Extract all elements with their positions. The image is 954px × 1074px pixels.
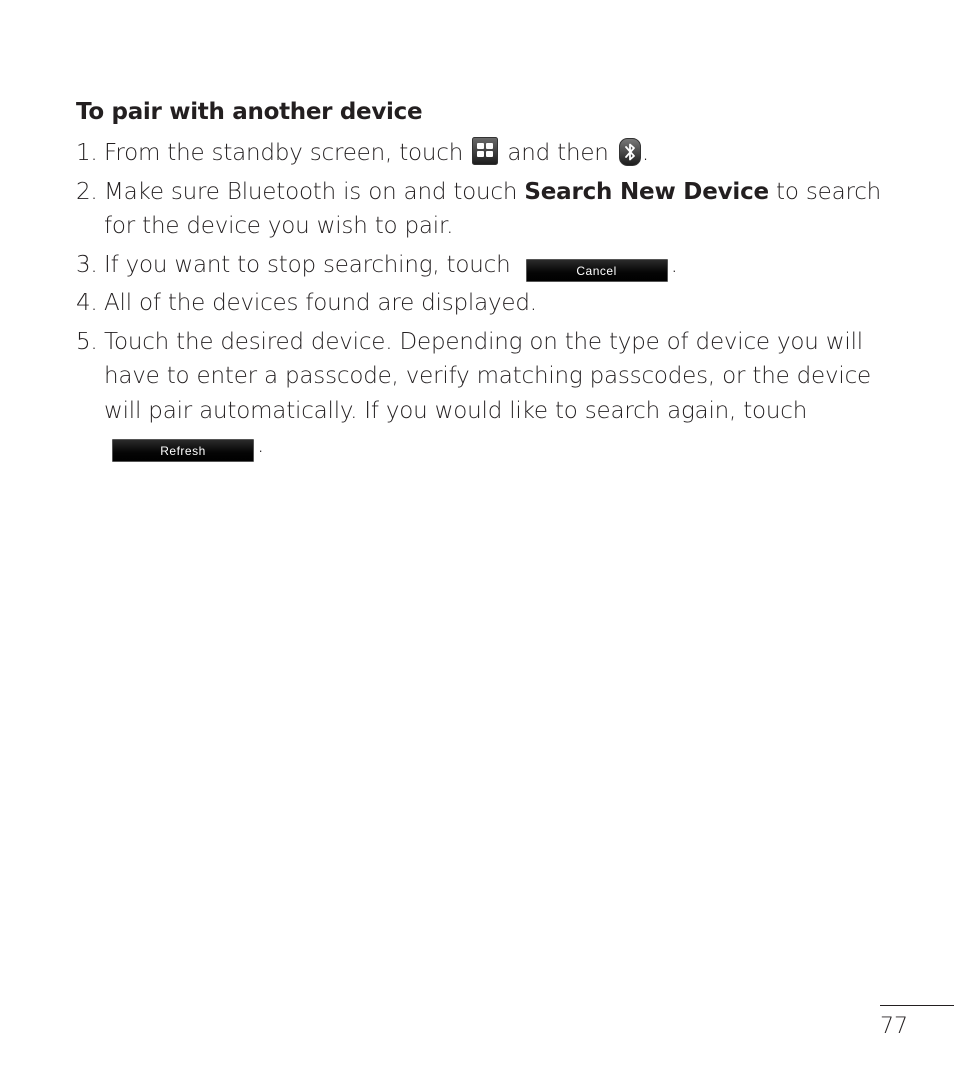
- step-text: .: [670, 251, 678, 278]
- bluetooth-icon: [619, 138, 641, 166]
- step-number: 3.: [76, 251, 98, 278]
- cancel-button[interactable]: Cancel: [526, 259, 668, 282]
- step-5: [76, 325, 906, 463]
- step-text: Touch the desired device. Depending on the type of device you will have to enter a passcode, verify matching passcodes, or the device will pair automatically. If you would like to search again, touch: [104, 328, 871, 424]
- step-text: From the standby screen, touch: [104, 140, 464, 166]
- step-text: If you want to stop searching, touch: [104, 251, 511, 278]
- step-2: [76, 175, 906, 244]
- step-text: .: [257, 432, 265, 458]
- page-number-rule: [880, 1005, 954, 1006]
- step-number: 5.: [76, 328, 98, 355]
- step-text: and then: [507, 140, 609, 166]
- step-number: 2.: [76, 178, 98, 205]
- apps-grid-icon: [472, 137, 498, 165]
- step-1: [76, 136, 906, 171]
- refresh-button[interactable]: Refresh: [112, 439, 254, 462]
- step-text: to search for the device you wish to pair.: [104, 178, 882, 239]
- section-heading: To pair with another device: [76, 99, 423, 125]
- step-3: [76, 248, 906, 283]
- step-4: [76, 286, 906, 321]
- search-new-device-label: Search New Device: [524, 178, 769, 205]
- step-text: .: [641, 140, 649, 166]
- step-number: 4.: [76, 290, 98, 316]
- step-text: Make sure Bluetooth is on and touch: [104, 178, 518, 205]
- step-number: 1.: [76, 140, 98, 166]
- instruction-list: [76, 136, 906, 467]
- step-text: All of the devices found are displayed.: [104, 290, 537, 316]
- page-number: 77: [880, 1014, 908, 1039]
